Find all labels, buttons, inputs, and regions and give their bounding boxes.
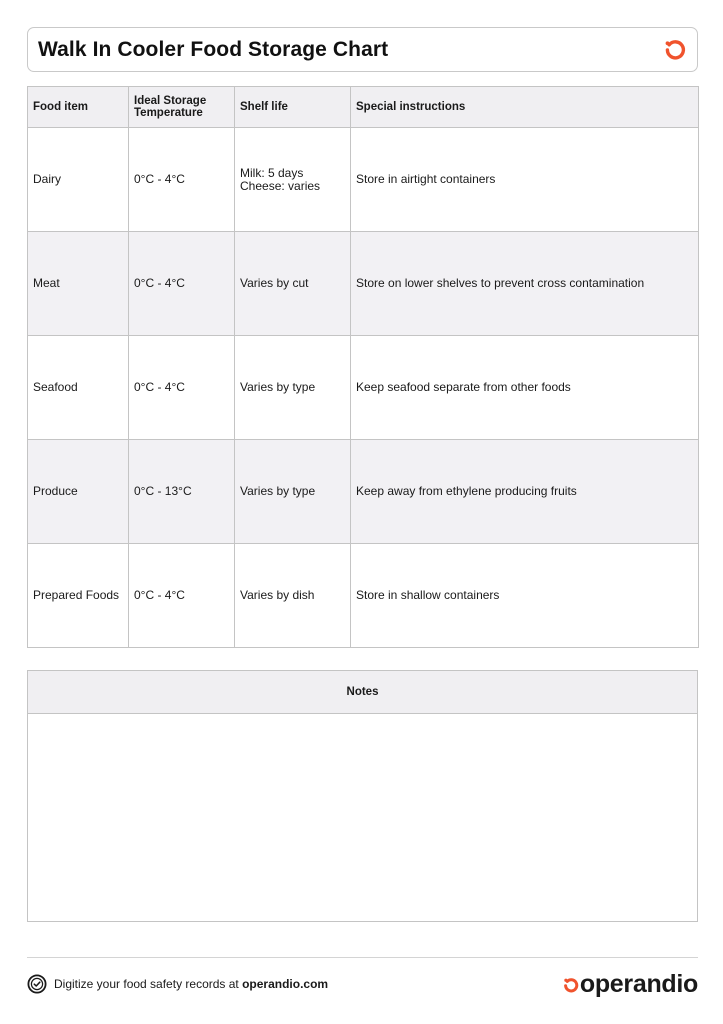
check-circle-icon — [27, 974, 47, 994]
table-row — [28, 128, 699, 232]
table-row — [28, 440, 699, 544]
notes-header: Notes — [28, 671, 697, 714]
storage-table — [27, 86, 699, 648]
food-item-cell: Dairy — [28, 128, 129, 232]
operandio-mark-icon — [563, 975, 579, 993]
table-row — [28, 336, 699, 440]
food-item-cell: Prepared Foods — [28, 544, 129, 648]
temperature-cell: 0°C - 4°C — [129, 336, 235, 440]
title-bar — [27, 27, 698, 72]
temperature-cell: 0°C - 13°C — [129, 440, 235, 544]
food-item-cell: Seafood — [28, 336, 129, 440]
notes-box — [27, 670, 698, 922]
table-row — [28, 232, 699, 336]
instructions-cell: Store in shallow containers — [351, 544, 699, 648]
table-row — [28, 544, 699, 648]
column-header-instructions: Special instructions — [351, 87, 699, 128]
operandio-logo-icon — [663, 38, 687, 62]
instructions-cell: Keep seafood separate from other foods — [351, 336, 699, 440]
brand-wordmark: operandio — [579, 969, 698, 998]
instructions-cell: Store on lower shelves to prevent cross contamination — [351, 232, 699, 336]
footer-divider — [27, 957, 698, 958]
table-header-row — [28, 87, 699, 128]
food-item-cell: Meat — [28, 232, 129, 336]
shelf-life-cell: Milk: 5 days Cheese: varies — [235, 128, 351, 232]
column-header-food-item: Food item — [28, 87, 129, 128]
temperature-cell: 0°C - 4°C — [129, 232, 235, 336]
shelf-life-cell: Varies by type — [235, 336, 351, 440]
footer-note — [27, 974, 328, 994]
instructions-cell: Keep away from ethylene producing fruits — [351, 440, 699, 544]
shelf-life-cell: Varies by dish — [235, 544, 351, 648]
food-item-cell: Produce — [28, 440, 129, 544]
page-title: Walk In Cooler Food Storage Chart — [38, 38, 389, 61]
instructions-cell: Store in airtight containers — [351, 128, 699, 232]
temperature-cell: 0°C - 4°C — [129, 544, 235, 648]
shelf-life-cell: Varies by type — [235, 440, 351, 544]
column-header-temperature: Ideal Storage Temperature — [129, 87, 235, 128]
operandio-brand — [563, 969, 698, 999]
shelf-life-cell: Varies by cut — [235, 232, 351, 336]
temperature-cell: 0°C - 4°C — [129, 128, 235, 232]
column-header-shelf-life: Shelf life — [235, 87, 351, 128]
footer-text: Digitize your food safety records at — [54, 977, 243, 991]
footer-link[interactable]: operandio.com — [242, 977, 329, 991]
